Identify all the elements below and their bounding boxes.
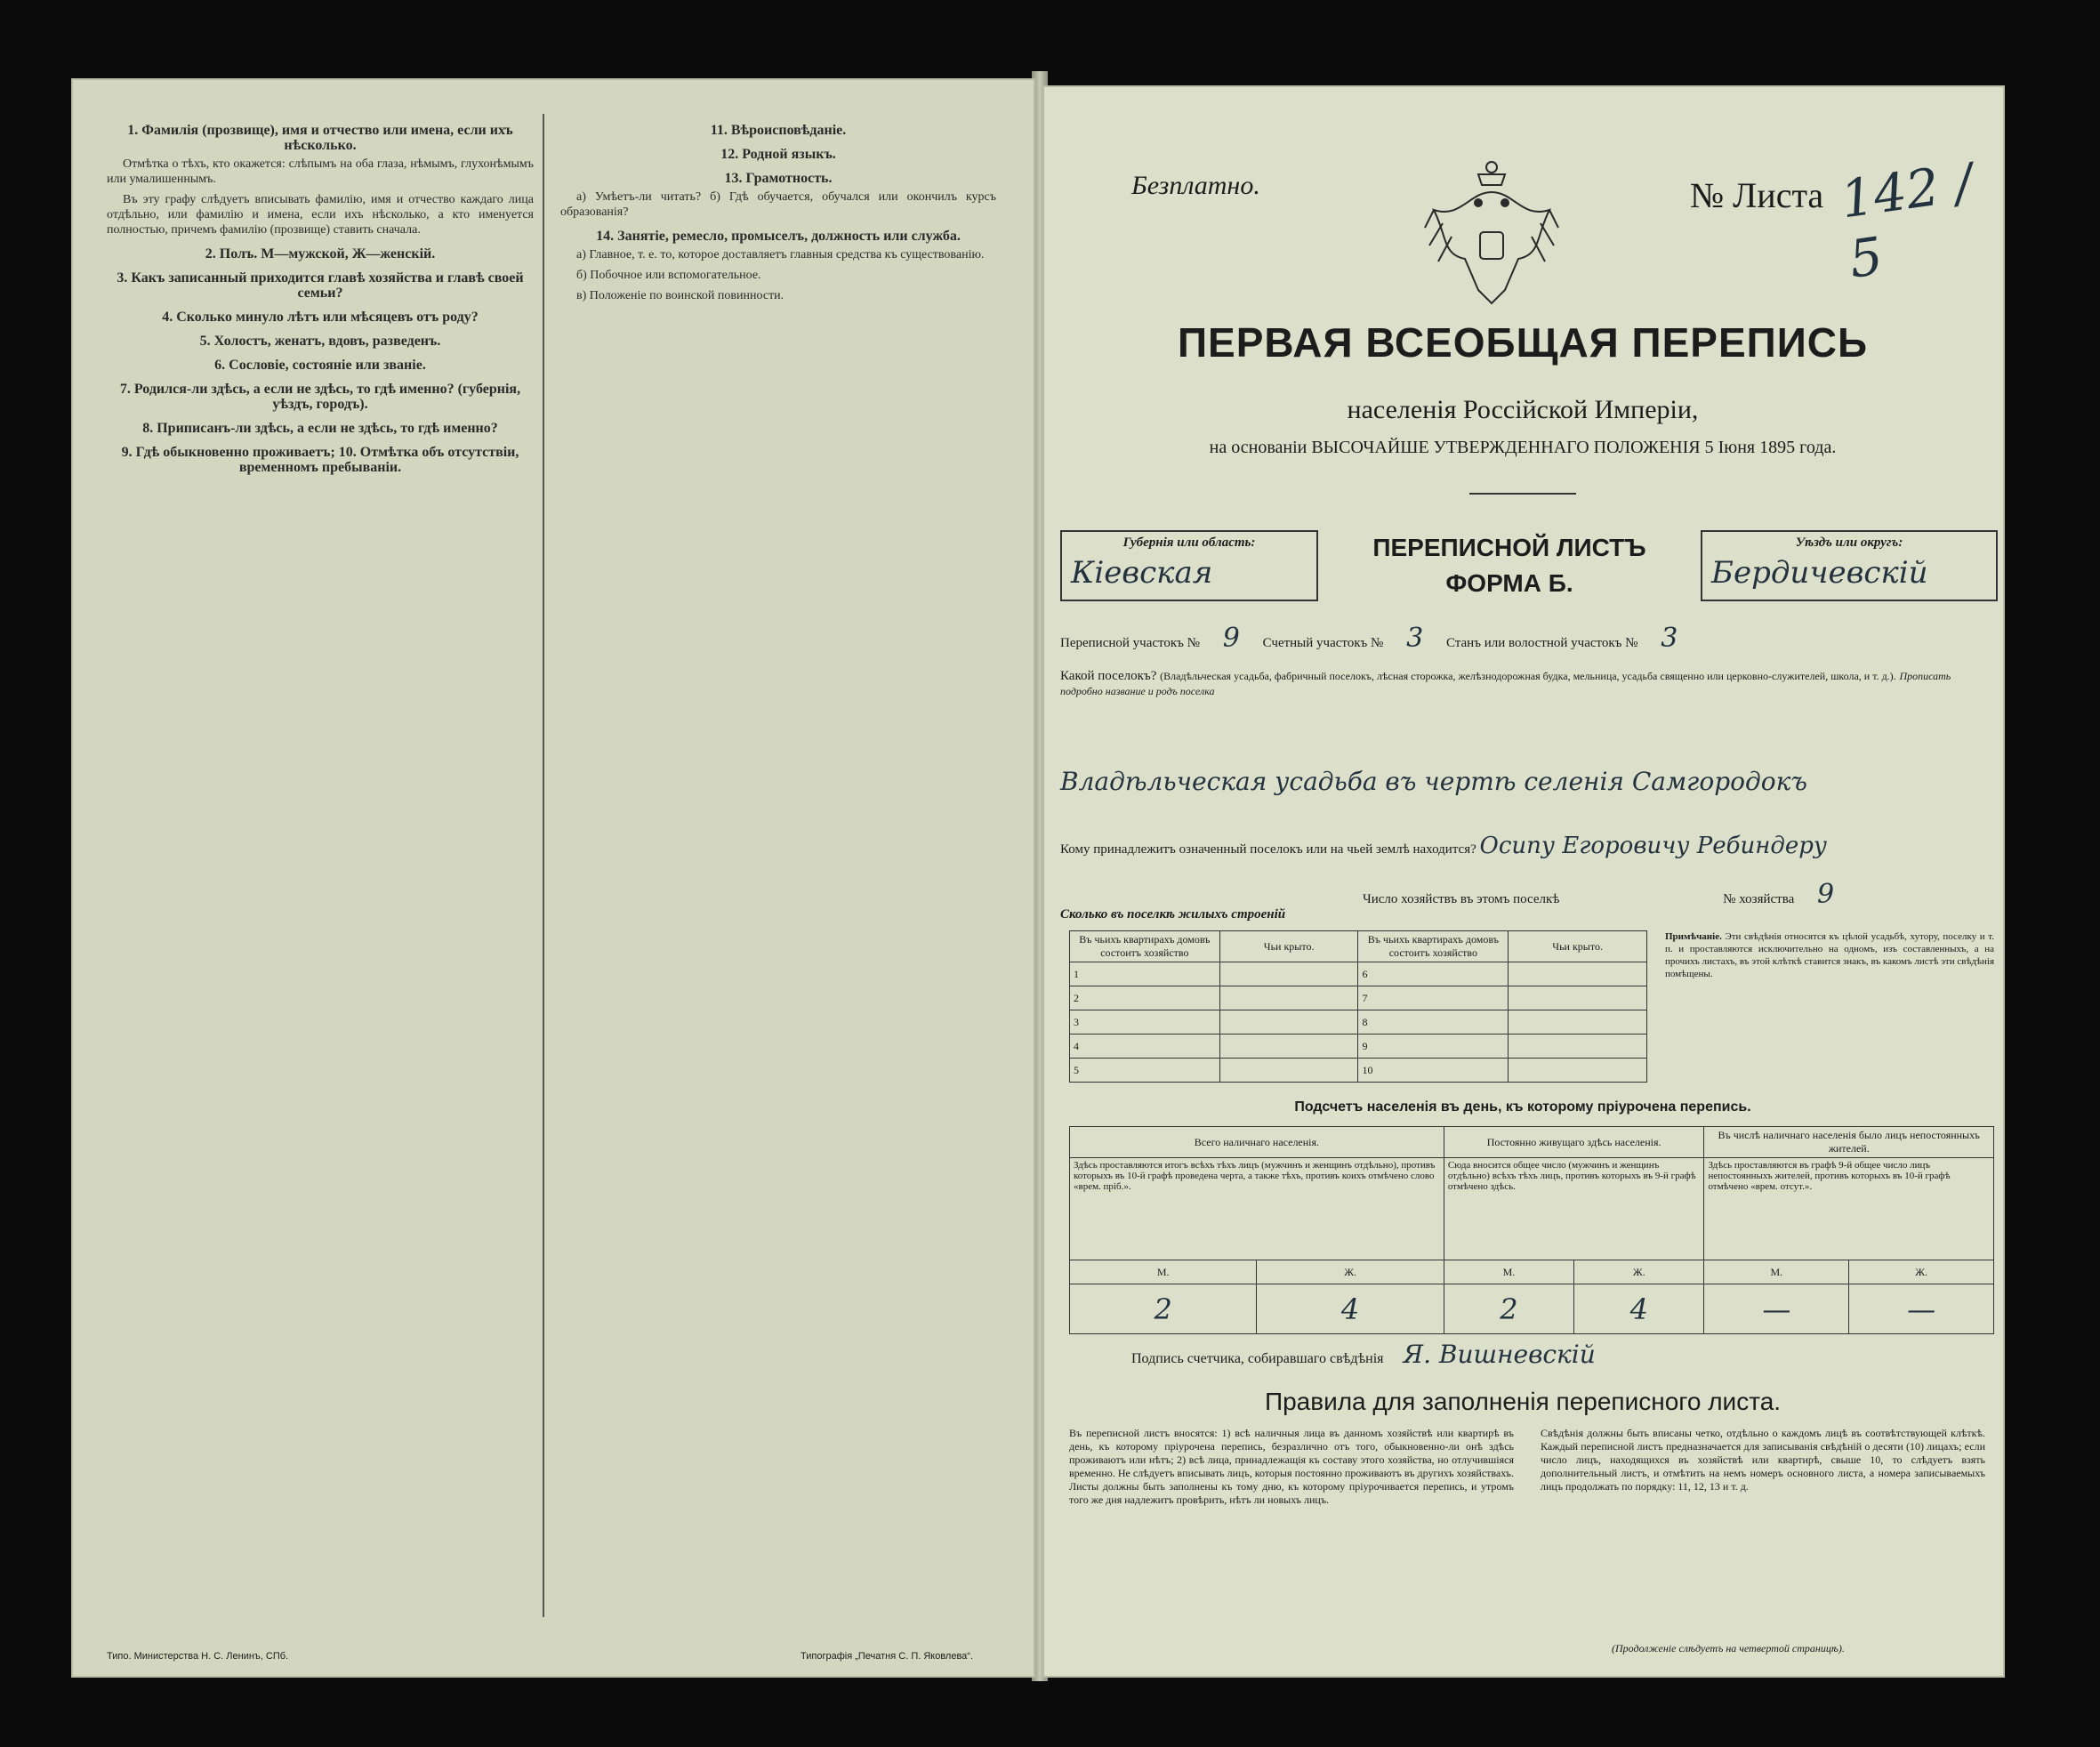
continued-note: (Продолженіе слѣдуетъ на четвертой страницѣ). xyxy=(1612,1642,1845,1654)
left-page xyxy=(71,78,1035,1678)
building-cell[interactable] xyxy=(1219,986,1358,1010)
buildings-header-owner-2: Въ чьихъ квартирахъ домовъ состоитъ хозяйство xyxy=(1358,931,1509,962)
count-header-temporary: Въ числѣ наличнаго населенія было лицъ непостоянныхъ жителей. xyxy=(1704,1127,1994,1158)
instruction-paragraph: Отмѣтка о тѣхъ, кто окажется: слѣпымъ на оба глаза, нѣмымъ, глухонѣмымъ или умалишеннымъ. xyxy=(107,157,534,186)
instruction-heading: 9. Гдѣ обыкновенно проживаетъ; 10. Отмѣтка объ отсутствіи, временномъ пребываніи. xyxy=(121,445,519,475)
form-title xyxy=(1318,530,1701,601)
household-number-label: № хозяйства xyxy=(1723,892,1795,906)
instruction-heading: 6. Сословіе, состояніе или званіе. xyxy=(214,358,426,373)
sheet-number-value[interactable]: 142 / 5 xyxy=(1837,151,1977,290)
settlement-hint: (Владѣльческая усадьба, фабричный поселокъ, лѣсная сторожка, желѣзнодорожная будка, мельница, усадьба священно или церковно-служителей, школа, и т. д.). xyxy=(1160,670,1896,682)
instruction-heading: 11. Вѣроисповѣданіе. xyxy=(710,123,847,138)
count-desc-present: Здѣсь проставляются итогъ всѣхъ тѣхъ лицъ (мужчинъ и женщинъ отдѣльно), противъ которыхъ въ 10-й графѣ проведена черта, а также тѣхъ, противъ коихъ отмѣчено слово «врем. пріб.». xyxy=(1070,1158,1444,1260)
district-numbers-row xyxy=(1060,623,1697,654)
table-row xyxy=(1070,1035,1647,1059)
rules-title: Правила для заполненія переписного листа. xyxy=(1264,1388,1782,1415)
building-no: 3 xyxy=(1070,1010,1220,1035)
gubernia-box[interactable] xyxy=(1060,530,1318,601)
count-present-female[interactable]: 4 xyxy=(1257,1284,1444,1334)
buildings-title: Сколько въ поселкѣ жилыхъ строеній xyxy=(1060,907,1286,922)
settlement-label: Какой поселокъ? xyxy=(1060,669,1157,683)
households-count-label: Число хозяйствъ въ этомъ поселкѣ xyxy=(1363,892,1560,906)
settlement-value[interactable]: Владѣльческая усадьба въ чертѣ селенія Самгородокъ xyxy=(1060,767,1807,796)
sex-male-header: М. xyxy=(1444,1260,1573,1284)
instruction-heading: 2. Полъ. М—мужской, Ж—женскій. xyxy=(205,246,436,262)
instruction-paragraph: а) Главное, т. е. то, которое доставляетъ главныя средства къ существованію. xyxy=(576,248,985,262)
instruction-paragraph: Въ эту графу слѣдуетъ вписывать фамилію, имя и отчество каждаго лица отдѣльно, или фамилію и имена, если ихъ нѣсколько, а кто именуется полностью, причемъ фамилію (прозвище) ставить сначала. xyxy=(107,193,534,237)
building-no: 10 xyxy=(1358,1059,1509,1083)
rules-column-left: Въ переписной листъ вносятся: 1) всѣ наличныя лица въ данномъ хозяйствѣ или квартирѣ въ день, къ которому пріурочена перепись, безразлично отъ того, обыкновенно-ли онѣ здѣсь проживаютъ или нѣтъ; 2) всѣ лица, принадлежащія къ составу этого хозяйства, но отлучившіяся временно. Не слѣдуетъ вписывать лицъ, которыя постоянно проживаютъ въ другихъ хозяйствахъ. Листы должны быть заполнены къ тому дню, къ которому пріурочивается перепись, и утромъ того же дня надлежитъ провѣрить, нѣтъ ли новыхъ лицъ. xyxy=(1069,1427,1514,1506)
buildings-header-owner: Въ чьихъ квартирахъ домовъ состоитъ хозяйство xyxy=(1070,931,1220,962)
form-title-line1: ПЕРЕПИСНОЙ ЛИСТЪ xyxy=(1372,534,1646,561)
title-separator xyxy=(1469,493,1576,495)
household-number-value[interactable]: 9 xyxy=(1817,879,1835,910)
count-resident-male[interactable]: 2 xyxy=(1444,1284,1573,1334)
sex-male-header: М. xyxy=(1070,1260,1257,1284)
building-cell[interactable] xyxy=(1219,962,1358,986)
instructions-column-left xyxy=(107,114,534,479)
sex-female-header: Ж. xyxy=(1574,1260,1704,1284)
census-form-page xyxy=(1042,85,2005,1678)
page-subtitle: населенія Россійской Имперіи, xyxy=(1347,395,1699,424)
building-no: 1 xyxy=(1070,962,1220,986)
imperial-eagle-emblem xyxy=(1416,157,1567,317)
count-district-value[interactable]: 3 xyxy=(1406,623,1424,654)
buildings-note xyxy=(1665,930,1994,980)
owner-label: Кому принадлежитъ означенный поселокъ или на чьей землѣ находится? xyxy=(1060,842,1476,857)
building-no: 5 xyxy=(1070,1059,1220,1083)
count-temporary-female[interactable]: — xyxy=(1849,1284,1994,1334)
building-no: 4 xyxy=(1070,1035,1220,1059)
gubernia-label: Губернія или область: xyxy=(1122,535,1256,550)
owner-value[interactable]: Осипу Егоровичу Ребиндеру xyxy=(1479,833,1827,859)
signature-value[interactable]: Я. Вишневскій xyxy=(1403,1340,1596,1369)
note-text: Эти свѣдѣнія относятся къ цѣлой усадьбѣ, хутору, поселку и т. п. и проставляются исключительно на одномъ, изъ составленныхъ, а на прочихъ листахъ, въ этой клѣткѣ ставится знакъ, въ какомъ листѣ эти свѣдѣнія помѣщены. xyxy=(1665,931,1994,979)
volost-value[interactable]: 3 xyxy=(1661,623,1678,654)
settlement-row xyxy=(1060,669,1994,699)
building-cell[interactable] xyxy=(1219,1035,1358,1059)
table-row xyxy=(1070,1059,1647,1083)
building-no: 8 xyxy=(1358,1010,1509,1035)
population-count-title: Подсчетъ населенія въ день, къ которому пріурочена перепись. xyxy=(1294,1099,1751,1115)
building-no: 9 xyxy=(1358,1035,1509,1059)
count-desc-resident: Сюда вносится общее число (мужчинъ и женщинъ отдѣльно) всѣхъ тѣхъ лицъ, противъ которыхъ въ 9-й графѣ отмѣчено здѣсь. xyxy=(1444,1158,1704,1260)
volost-label: Станъ или волостной участокъ № xyxy=(1445,636,1638,650)
building-no: 7 xyxy=(1358,986,1509,1010)
buildings-table xyxy=(1069,930,1647,1083)
census-district-label: Переписной участокъ № xyxy=(1060,636,1200,650)
printer-footnote-left: Типо. Министерства Н. С. Ленинъ, СПб. xyxy=(107,1651,289,1662)
table-row xyxy=(1070,1010,1647,1035)
printer-footnote-right: Типографія „Печатня С. П. Яковлева“. xyxy=(801,1651,974,1662)
signature-label: Подпись счетчика, собиравшаго свѣдѣнія xyxy=(1131,1351,1384,1366)
sheet-number-label: № Листа xyxy=(1690,175,1824,215)
note-title: Примѣчаніе. xyxy=(1665,931,1722,942)
building-cell[interactable] xyxy=(1509,1059,1647,1083)
instruction-heading: 4. Сколько минуло лѣтъ или мѣсяцевъ отъ роду? xyxy=(162,310,479,325)
table-row xyxy=(1070,986,1647,1010)
census-district-value[interactable]: 9 xyxy=(1222,623,1240,654)
count-header-resident: Постоянно живущаго здѣсь населенія. xyxy=(1444,1127,1704,1158)
instruction-heading: 14. Занятіе, ремесло, промыселъ, должность или служба. xyxy=(596,229,961,244)
instruction-paragraph: а) Умѣетъ-ли читать? б) Гдѣ обучается, обучался или окончилъ курсъ образованія? xyxy=(560,190,996,219)
table-row xyxy=(1070,962,1647,986)
column-divider xyxy=(543,114,544,1617)
free-label: Безплатно. xyxy=(1131,171,1260,200)
sex-male-header: М. xyxy=(1704,1260,1849,1284)
buildings-header-roof-2: Чьи крыто. xyxy=(1509,931,1647,962)
uezd-value[interactable]: Бердичевскій xyxy=(1711,555,1928,591)
instruction-heading: 13. Грамотность. xyxy=(724,171,833,186)
uezd-label: Уѣздъ или округъ: xyxy=(1795,535,1903,550)
enumerator-signature-row xyxy=(1131,1340,1596,1369)
legal-basis: на основаніи ВЫСОЧАЙШЕ УТВЕРЖДЕННАГО ПОЛОЖЕНІЯ 5 Іюня 1895 года. xyxy=(1209,438,1837,457)
building-cell[interactable] xyxy=(1219,1059,1358,1083)
count-resident-female[interactable]: 4 xyxy=(1574,1284,1704,1334)
count-temporary-male[interactable]: — xyxy=(1704,1284,1849,1334)
instruction-heading: 12. Родной языкъ. xyxy=(720,147,836,162)
building-cell[interactable] xyxy=(1509,1035,1647,1059)
count-district-label: Счетный участокъ № xyxy=(1262,636,1384,650)
households-row xyxy=(1363,879,1854,910)
building-cell[interactable] xyxy=(1509,986,1647,1010)
uezd-box[interactable] xyxy=(1701,530,1998,601)
count-header-present: Всего наличнаго населенія. xyxy=(1070,1127,1444,1158)
instructions-column-right xyxy=(560,114,996,309)
instruction-heading: 3. Какъ записанный приходится главѣ хозяйства и главѣ своей семьи? xyxy=(117,270,524,301)
gubernia-value[interactable]: Кіевская xyxy=(1071,555,1213,591)
settlement-hint-2: Прописать подробно название и родъ поселка xyxy=(1060,670,1951,697)
population-count-table xyxy=(1069,1126,1994,1334)
count-present-male[interactable]: 2 xyxy=(1070,1284,1257,1334)
instruction-heading: 8. Приписанъ-ли здѣсь, а если не здѣсь, то гдѣ именно? xyxy=(142,421,498,436)
form-title-line2: ФОРМА Б. xyxy=(1445,569,1573,597)
owner-row xyxy=(1060,833,1994,859)
sex-female-header: Ж. xyxy=(1849,1260,1994,1284)
page-title: ПЕРВАЯ ВСЕОБЩАЯ ПЕРЕПИСЬ xyxy=(1177,319,1869,366)
building-cell[interactable] xyxy=(1509,962,1647,986)
buildings-header-roof: Чьи крыто. xyxy=(1219,931,1358,962)
instruction-heading: 1. Фамилія (прозвище), имя и отчество или имена, если ихъ нѣсколько. xyxy=(127,123,513,153)
count-desc-temporary: Здѣсь проставляются въ графѣ 9-й общее число лицъ непостоянныхъ жителей, противъ которыхъ въ 10-й графѣ отмѣчено «врем. отсут.». xyxy=(1704,1158,1994,1260)
instruction-heading: 5. Холостъ, женатъ, вдовъ, разведенъ. xyxy=(199,334,441,349)
building-no: 6 xyxy=(1358,962,1509,986)
instruction-paragraph: в) Положеніе по воинской повинности. xyxy=(576,289,784,302)
instruction-paragraph: б) Побочное или вспомогательное. xyxy=(576,269,761,282)
building-cell[interactable] xyxy=(1509,1010,1647,1035)
building-no: 2 xyxy=(1070,986,1220,1010)
rules-column-right: Свѣдѣнія должны быть вписаны четко, отдѣльно о каждомъ лицѣ въ соотвѣтствующей клѣткѣ. Каждый переписной листъ предназначается для записыванія свѣдѣній о десяти (10) лицахъ; если число лицъ, находящихся въ хозяйствѣ или квартирѣ, свыше 10, то слѣдуетъ взять дополнительный листъ, и отмѣтить на немъ номеръ основного листа, а номера записываемыхъ лицъ продолжать по порядку: 11, 12, 13 и т. д. xyxy=(1541,1427,1985,1493)
instruction-heading: 7. Родился-ли здѣсь, а если не здѣсь, то гдѣ именно? (губернія, уѣздъ, городъ). xyxy=(119,382,521,412)
sex-female-header: Ж. xyxy=(1257,1260,1444,1284)
building-cell[interactable] xyxy=(1219,1010,1358,1035)
